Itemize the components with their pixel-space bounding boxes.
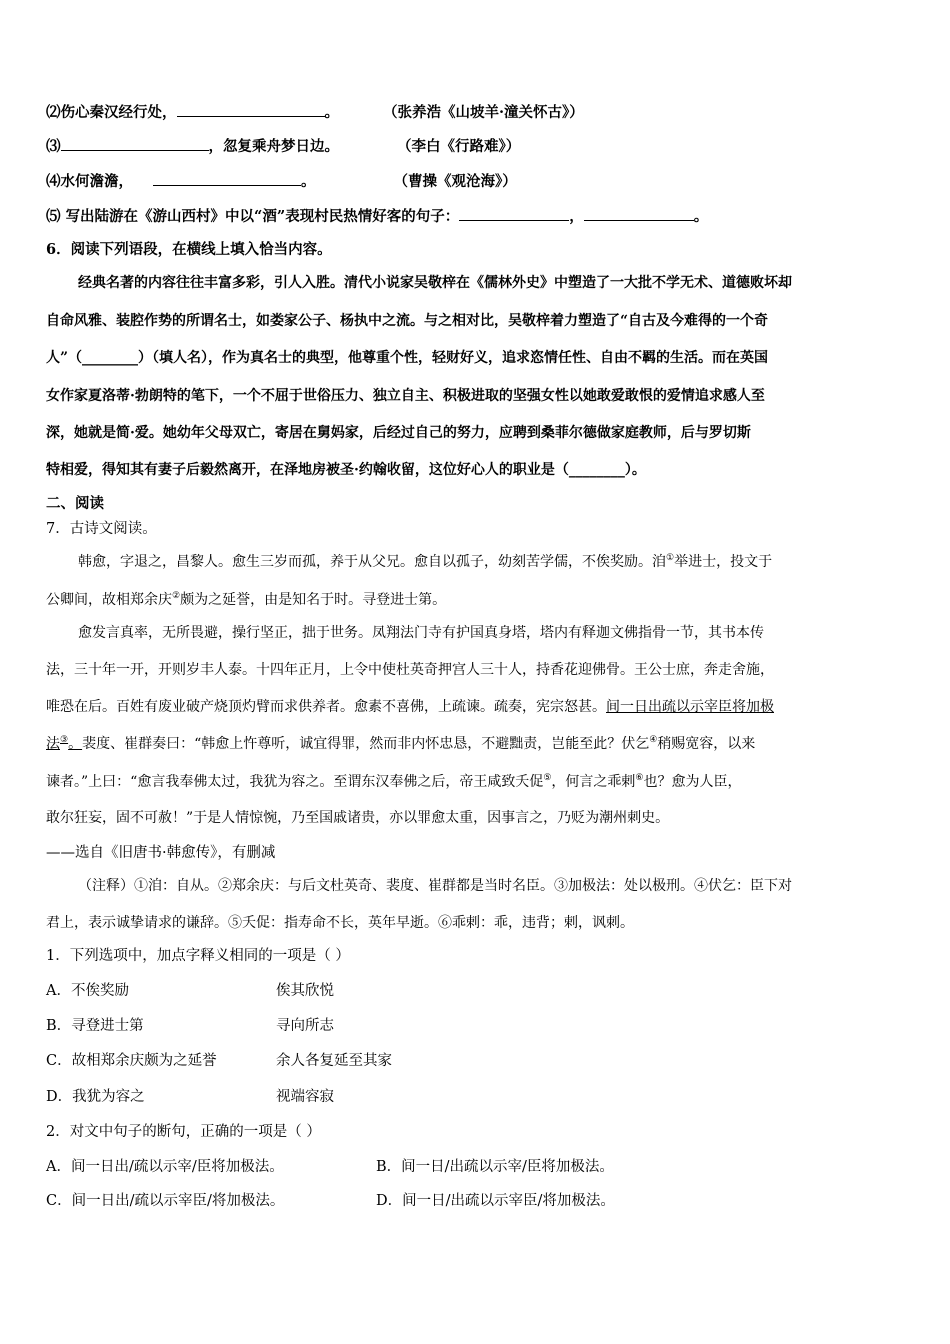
poetry-item-5 [46, 206, 906, 227]
sub2-option-a[interactable]: A．间一日出/疏以示宰/臣将加极法。 [46, 1159, 284, 1175]
q7-p1-line-2 [46, 590, 906, 610]
answer-blank[interactable] [459, 206, 569, 221]
q7-p2-line-3 [46, 697, 906, 717]
q6-line-4: 女作家夏洛蒂·勃朗特的笔下，一个不屈于世俗压力、独立自主、积极进取的坚强女性以她敢爱敢恨的爱情追求感人至 [46, 388, 765, 404]
item-punct: 。 [693, 208, 709, 225]
sub2-option-b[interactable]: B．间一日/出疏以示宰/臣将加极法。 [376, 1159, 614, 1175]
poetry-item-2 [46, 102, 906, 123]
poetry-item-3 [46, 136, 906, 157]
footnote-marker: ⑤ [543, 773, 552, 783]
q7-title: 7．古诗文阅读。 [46, 521, 157, 537]
footnote-marker: ④ [649, 735, 658, 745]
answer-blank[interactable] [584, 206, 694, 221]
q7-p2-line-4 [46, 734, 906, 754]
item-punct: ， [569, 208, 584, 225]
item-text: 伤心秦汉经行处， [60, 104, 177, 121]
item-text: 写出陆游在《游山西村》中以“酒”表现村民热情好客的句子： [65, 208, 460, 225]
answer-blank[interactable] [61, 136, 209, 151]
item-source: （张养浩《山坡羊·潼关怀古》） [383, 104, 584, 121]
sub2-option-d[interactable]: D．间一日/出疏以示宰臣/将加极法。 [376, 1193, 615, 1209]
option-label: D．我犹为容之 [46, 1089, 145, 1105]
q6-line-1: 经典名著的内容往往丰富多彩，引人入胜。清代小说家吴敬梓在《儒林外史》中塑造了一大批不学无术、道德败坏却 [78, 275, 792, 291]
underlined-sentence: 法 [46, 736, 60, 752]
q6-title: 6．阅读下列语段，在横线上填入恰当内容。 [46, 241, 332, 258]
passage-text: 裴度、崔群奏曰：“韩愈上忤尊听，诚宜得罪，然而非内怀忠恳，不避黜责，岂能至此？伏乞 [82, 736, 650, 752]
q7-p1-line-1 [78, 552, 906, 572]
footnote-marker: ⑥ [635, 773, 644, 783]
item-text: ，忽复乘舟梦日边。 [208, 138, 339, 155]
q6-line-2: 自命风雅、装腔作势的所谓名士，如娄家公子、杨执中之流。与之相对比，吴敬梓着力塑造了“自古及今难得的一个奇 [46, 313, 769, 329]
option-pair: 余人各复延至其家 [276, 1053, 392, 1069]
sub2-option-c[interactable]: C．间一日出/疏以示宰臣/将加极法。 [46, 1193, 285, 1209]
sub1-option-c[interactable] [46, 1051, 906, 1071]
section-title: 二、阅读 [46, 495, 104, 512]
item-text: 水何澹澹， [60, 173, 133, 190]
option-label: A．不俟奖励 [46, 983, 129, 999]
underlined-sentence: 间一日出疏以示宰臣将加极 [606, 699, 774, 715]
passage-text: 公卿间，故相郑余庆 [46, 592, 172, 608]
sub1-question: 1．下列选项中，加点字释义相同的一项是（ ） [46, 948, 350, 964]
q7-p2-line-5 [46, 772, 906, 792]
q6-line-5: 深，她就是简·爱。她幼年父母双亡，寄居在舅妈家，后经过自己的努力，应聘到桑菲尔德做家庭教师，后与罗切斯 [46, 425, 751, 441]
passage-text: 韩愈，字退之，昌黎人。愈生三岁而孤，养于从父兄。愈自以孤子，幼刻苦学儒，不俟奖励。洎 [78, 554, 666, 570]
q7-p2-line-1: 愈发言真率，无所畏避，操行坚正，拙于世务。凤翔法门寺有护国真身塔，塔内有释迦文佛指骨一节，其书本传 [78, 625, 764, 641]
answer-blank[interactable] [153, 171, 301, 186]
q7-notes-line-1: （注释）①洎：自从。②郑余庆：与后文杜英奇、裴度、崔群都是当时名臣。③加极法：处以极刑。④伏乞：臣下对 [78, 878, 792, 894]
item-number: ⑸ [46, 208, 61, 225]
item-source: （李白《行路难》） [397, 138, 521, 155]
passage-text: 举进士，投文于 [674, 554, 773, 570]
underlined-sentence: 。 [68, 736, 83, 752]
item-number: ⑶ [46, 138, 61, 155]
item-source: （曹操《观沧海》） [393, 173, 517, 190]
poetry-item-4 [46, 171, 906, 192]
option-pair: 寻向所志 [276, 1018, 334, 1034]
footnote-marker: ② [172, 591, 181, 601]
passage-text: ，何言之乖剌 [551, 774, 636, 790]
item-number: ⑵ [46, 104, 61, 121]
answer-blank[interactable] [177, 102, 325, 117]
q7-source: ——选自《旧唐书·韩愈传》，有删减 [46, 845, 276, 861]
sub1-option-a[interactable] [46, 981, 906, 1001]
sub2-options-row-2 [46, 1191, 906, 1211]
option-pair: 视端容寂 [276, 1089, 334, 1105]
passage-text: 稍赐宽容，以来 [657, 736, 756, 752]
passage-text: 唯恐在后。百姓有废业破产烧顶灼臂而求供养者。愈素不喜佛，上疏谏。疏奏，宪宗怒甚。 [46, 699, 606, 715]
item-punct: 。 [301, 173, 316, 190]
sub1-option-d[interactable] [46, 1087, 906, 1107]
item-number: ⑷ [46, 173, 61, 190]
sub1-option-b[interactable] [46, 1016, 906, 1036]
passage-text: 颇为之延誉，由是知名于时。寻登进士第。 [180, 592, 447, 608]
q7-notes-line-2: 君上，表示诚挚请求的谦辞。⑤夭促：指寿命不长，英年早逝。⑥乖剌：乖，违背；剌，讽刺。 [46, 915, 634, 931]
q6-line-6: 特相爱，得知其有妻子后毅然离开，在泽地房被圣·约翰收留，这位好心人的职业是（________）。 [46, 462, 646, 478]
sub2-question: 2．对文中句子的断句，正确的一项是（ ） [46, 1124, 321, 1140]
passage-text: 也？愈为人臣， [643, 774, 742, 790]
option-pair: 俟其欣悦 [276, 983, 334, 999]
option-label: C．故相郑余庆颇为之延誉 [46, 1053, 217, 1069]
q6-line-3: 人”（________）（填人名），作为真名士的典型，他尊重个性，轻财好义，追求恣情任性、自由不羁的生活。而在英国 [46, 350, 769, 366]
q7-p2-line-6: 敢尔狂妄，固不可赦！”于是人情惊惋，乃至国戚诸贵，亦以罪愈太重，因事言之，乃贬为潮州刺史。 [46, 810, 670, 826]
item-punct: 。 [324, 104, 339, 121]
option-label: B．寻登进士第 [46, 1018, 144, 1034]
footnote-marker: ③ [60, 735, 69, 745]
sub2-options-row-1 [46, 1157, 906, 1177]
q7-p2-line-2: 法，三十年一开，开则岁丰人泰。十四年正月，上令中使杜英奇押宫人三十人，持香花迎佛骨。王公士庶，奔走舍施， [46, 662, 774, 678]
passage-text: 谏者。”上曰：“愈言我奉佛太过，我犹为容之。至谓东汉奉佛之后，帝王咸致夭促 [46, 774, 544, 790]
footnote-marker: ① [666, 553, 675, 563]
